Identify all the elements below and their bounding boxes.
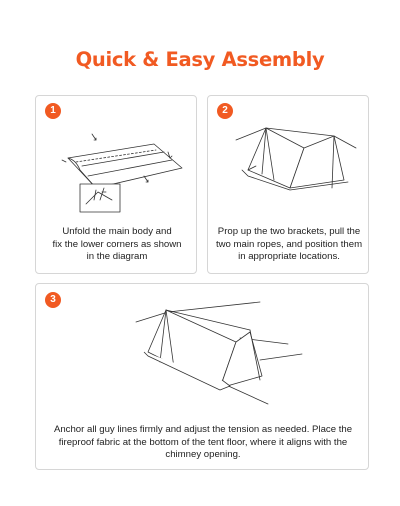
step-2-line-1: Prop up the two brackets, pull the bbox=[217, 226, 361, 237]
page-title: Quick & Easy Assembly bbox=[75, 48, 325, 71]
step-1-instructions bbox=[36, 226, 198, 264]
step-3-instructions bbox=[42, 424, 364, 462]
step-2-instructions bbox=[208, 226, 370, 264]
step-3-line-1: Anchor all guy lines firmly and adjust the tension as needed. Place the bbox=[53, 424, 353, 435]
step-1-line-3: in the diagram bbox=[86, 251, 148, 262]
step-3-line-3: chimney opening. bbox=[165, 449, 241, 460]
step-3-card bbox=[35, 283, 369, 470]
step-3-line-2: fireproof fabric at the bottom of the tent floor, where it aligns with the bbox=[58, 436, 348, 448]
step-2-number-badge: 2 bbox=[217, 103, 233, 119]
step-1-line-1: Unfold the main body and bbox=[62, 226, 172, 237]
step-2-card bbox=[207, 95, 369, 274]
step-1-line-2: fix the lower corners as shown bbox=[52, 238, 182, 250]
step-2-line-3: in appropriate locations. bbox=[238, 251, 340, 262]
step-2-line-2: two main ropes, and position them bbox=[215, 238, 363, 250]
step-1-number-badge: 1 bbox=[45, 103, 61, 119]
step-3-number-badge: 3 bbox=[45, 292, 61, 308]
step-1-card bbox=[35, 95, 197, 274]
